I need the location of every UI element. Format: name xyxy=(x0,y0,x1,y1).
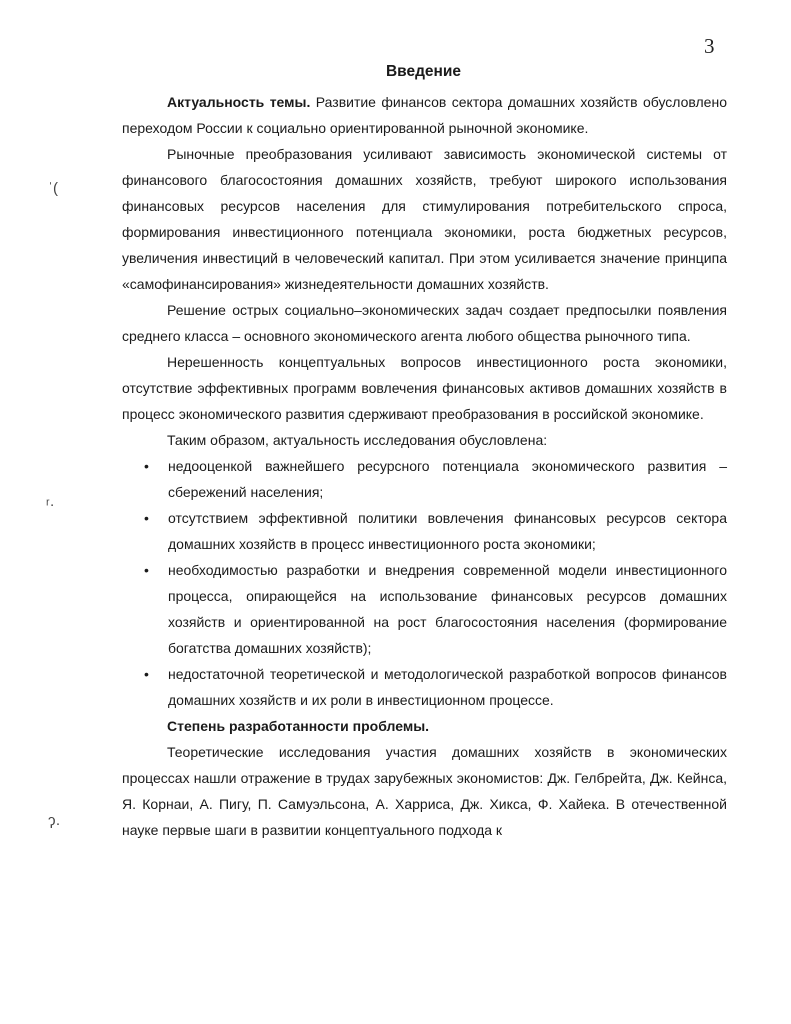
paragraph-relevance xyxy=(122,89,727,141)
list-item: • отсутствием эффективной политики вовлечения финансовых ресурсов сектора домашних хозяйств в процесс инвестиционного роста экономики; xyxy=(122,505,727,557)
paragraph: Таким образом, актуальность исследования обусловлена: xyxy=(167,432,548,448)
paragraph: Рыночные преобразования усиливают зависимость экономической системы от финансового благосостояния домашних хозяйств, требуют широкого использования финансовых ресурсов населения для стимулирования потребительского спроса, формирования инвестиционного потенциала экономики, роста бюджетных ресурсов, увеличения инвестиций в человеческий капитал. При этом усиливается значение принципа «самофинансирования» жизнедеятельности домашних хозяйств. xyxy=(122,146,727,292)
paragraph-text: Развитие финансов сектора домашних хозяйств обусловлено переходом России к социально ориентированной рыночной экономике. xyxy=(122,94,727,136)
relevance-heading: Актуальность темы. xyxy=(167,94,311,110)
list-item: • недостаточной теоретической и методологической разработкой вопросов финансов домашних хозяйств и их роли в инвестиционном процессе. xyxy=(122,661,727,713)
degree-heading: Степень разработанности проблемы. xyxy=(167,718,430,734)
paragraph: Теоретические исследования участия домашних хозяйств в экономических процессах нашли отражение в трудах зарубежных экономистов: Дж. Гелбрейта, Дж. Кейнса, Я. Корнаи, А. Пигу, П. Самуэльсона, А. Харриса, Дж. Хикса, Ф. Хайека. В отечественной науке первые шаги в развитии концептуального подхода к xyxy=(122,744,727,838)
margin-mark: ʔ· xyxy=(48,815,61,832)
page-title: Введение xyxy=(385,63,462,80)
bullet-icon: • xyxy=(144,562,149,578)
bullet-icon: • xyxy=(144,458,149,474)
document-body xyxy=(122,89,727,843)
relevance-list xyxy=(122,453,727,713)
bullet-icon: • xyxy=(144,510,149,526)
list-item: • необходимостью разработки и внедрения современной модели инвестиционного процесса, опирающейся на использование финансовых ресурсов домашних хозяйств и ориентированной на рост благосостояния населения (формирование богатства домашних хозяйств); xyxy=(122,557,727,661)
bullet-icon: • xyxy=(144,666,149,682)
margin-mark: ˈ( xyxy=(48,180,58,197)
paragraph: Решение острых социально–экономических задач создает предпосылки появления среднего класса – основного экономического агента любого общества рыночного типа. xyxy=(122,302,727,344)
margin-mark: ʳ· xyxy=(46,496,55,513)
list-item: • недооценкой важнейшего ресурсного потенциала экономического развития – сбережений населения; xyxy=(122,453,727,505)
page-number: 3 xyxy=(704,34,715,58)
paragraph: Нерешенность концептуальных вопросов инвестиционного роста экономики, отсутствие эффективных программ вовлечения финансовых активов домашних хозяйств в процесс экономического развития сдерживают преобразования в российской экономике. xyxy=(122,354,727,422)
